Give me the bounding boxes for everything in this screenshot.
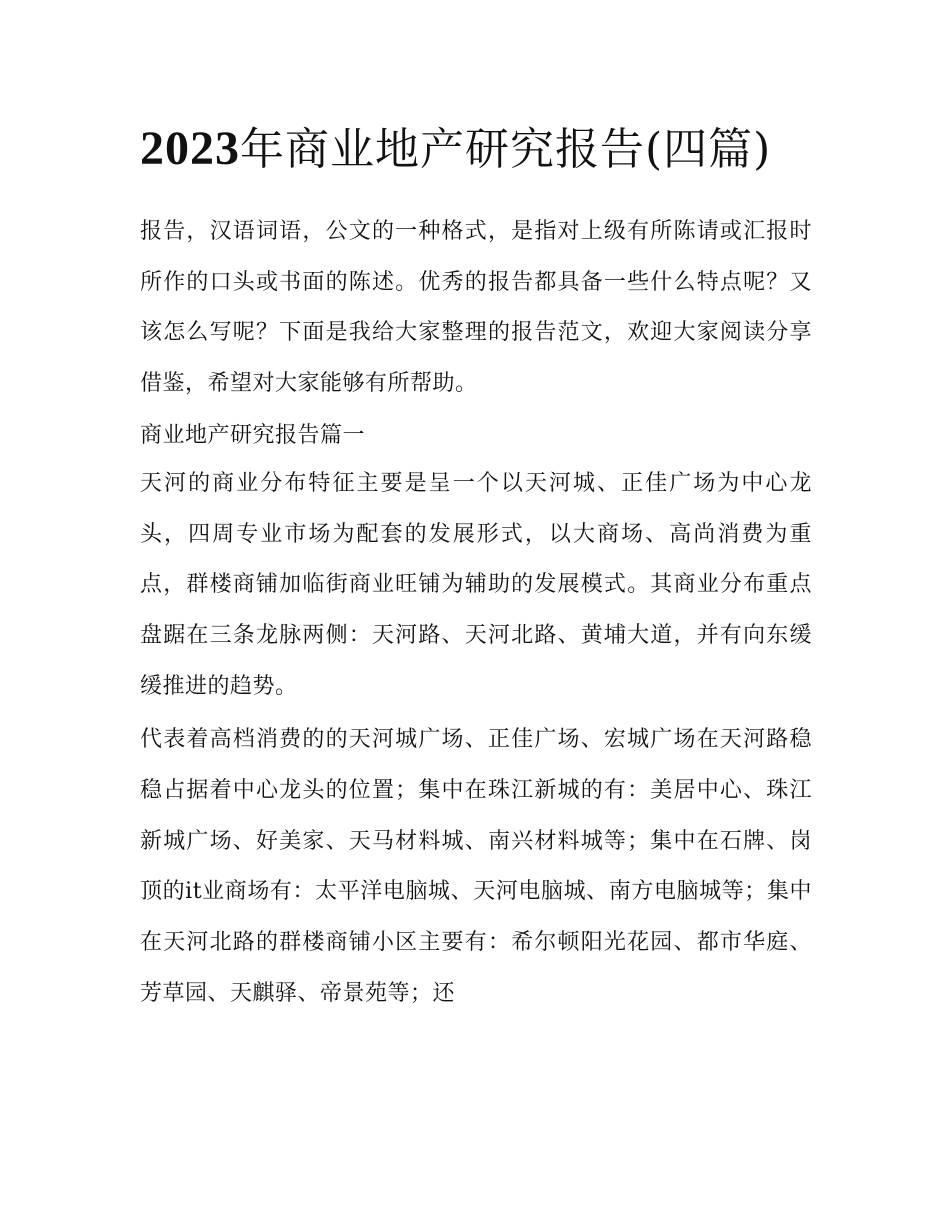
- section-heading: 商业地产研究报告篇一: [140, 422, 366, 448]
- document-page: [140, 112, 812, 1023]
- title-year: 2023: [140, 122, 240, 175]
- document-title: [140, 112, 812, 187]
- title-text: 年商业地产研究报告(四篇): [240, 124, 772, 175]
- body-paragraph: 天河的商业分布特征主要是呈一个以天河城、正佳广场为中心龙头，四周专业市场为配套的发展形式，以大商场、高尚消费为重点，群楼商铺加临街商业旺铺为辅助的发展模式。其商业分布重点盘踞在三条龙脉两侧：天河路、天河北路、黄埔大道，并有向东缓缓推进的趋势。: [140, 470, 812, 699]
- intro-paragraph: 报告，汉语词语，公文的一种格式，是指对上级有所陈请或汇报时所作的口头或书面的陈述。优秀的报告都具备一些什么特点呢？又该怎么写呢？下面是我给大家整理的报告范文，欢迎大家阅读分享借鉴，希望对大家能够有所帮助。: [140, 219, 812, 397]
- body-paragraph: 代表着高档消费的的天河城广场、正佳广场、宏城广场在天河路稳稳占据着中心龙头的位置；集中在珠江新城的有：美居中心、珠江新城广场、好美家、天马材料城、南兴材料城等；集中在石牌、岗顶的it业商场有：太平洋电脑城、天河电脑城、南方电脑城等；集中在天河北路的群楼商铺小区主要有：希尔顿阳光花园、都市华庭、芳草园、天麒驿、帝景苑等；还: [140, 727, 812, 1006]
- document-body: [140, 207, 812, 1020]
